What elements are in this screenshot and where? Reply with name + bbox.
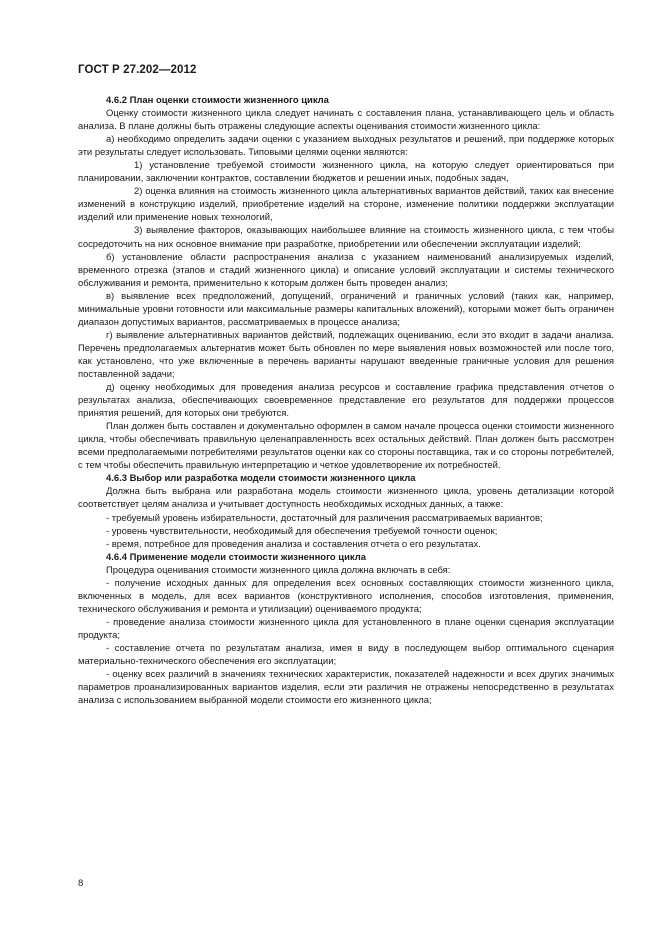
document-header: ГОСТ Р 27.202—2012 <box>78 64 197 76</box>
list-item-a: а) необходимо определить задачи оценки с указанием выходных результатов и решений, при поддержке которых эти результаты следует использовать. Типовыми целями оценки являются: <box>78 134 614 159</box>
section-heading-4-6-3: 4.6.3 Выбор или разработка модели стоимости жизненного цикла <box>106 473 416 485</box>
dash-item: - время, потребное для проведения анализа и составления отчета о его результатах. <box>106 538 481 550</box>
sub-item-2: 2) оценка влияния на стоимость жизненного цикла альтернативных вариантов действий, таких как внесение изменений в конструкцию изделий, приобретение изделий на стороне, изменение политики поддержки эксплуатации изделий или применение новых технологий, <box>78 186 614 224</box>
list-item-d: д) оценку необходимых для проведения анализа ресурсов и составление графика представления отчетов о результатах анализа, обеспечивающих своевременное представление его результатов для поддержки процессов принятия решений, для которых они требуются. <box>78 382 614 420</box>
dash-item: - проведение анализа стоимости жизненного цикла для установленного в плане оценки сценария эксплуатации продукта; <box>78 616 614 641</box>
paragraph: Процедура оценивания стоимости жизненного цикла должна включать в себя: <box>106 564 451 576</box>
list-item-b: б) установление области распространения анализа с указанием наименований анализируемых изделий, временного отрезка (этапов и стадий жизненного цикла) и описание условий эксплуатации и системы технического обслуживания и ремонта, применительно к которым должен быть проведен анализ; <box>78 251 614 289</box>
section-heading-4-6-4: 4.6.4 Применение модели стоимости жизненного цикла <box>106 551 366 563</box>
paragraph: Оценку стоимости жизненного цикла следует начинать с составления плана, устанавливающего цель и область анализа. В плане должны быть отражены следующие аспекты оценивания стоимости жизненного цикла: <box>78 108 614 133</box>
list-item-g: г) выявление альтернативных вариантов действий, подлежащих оцениванию, если это входит в задачи анализа. Перечень предполагаемых альтернатив может быть обновлен по мере выявления новых возможностей или после того, как установлено, что уже включенные в перечень варианты нарушают введенные граничные условия для решения поставленной задачи; <box>78 329 614 380</box>
list-item-v: в) выявление всех предположений, допущений, ограничений и граничных условий (таких как, например, минимальные уровни готовности или максимальные размеры капитальных вложений), которыми может быть ограничен диапазон допустимых вариантов, рассматриваемых в процессе анализа; <box>78 290 614 328</box>
paragraph: Должна быть выбрана или разработана модель стоимости жизненного цикла, уровень детализации которой соответствует целям анализа и учитывает доступность необходимых исходных данных, а также: <box>78 486 614 511</box>
dash-item: - составление отчета по результатам анализа, имея в виду в последующем выбор оптимального сценария материально-технического обеспечения его эксплуатации; <box>78 642 614 668</box>
paragraph: План должен быть составлен и документально оформлен в самом начале процесса оценки стоимости жизненного цикла, чтобы обеспечивать правильную целенаправленность всех остальных действий. План должен быть рассмотрен всеми предполагаемыми потребителями результатов оценки как со стороны поставщика, так и со стороны потребителей, с тем чтобы обеспечить правильную интерпретацию и четкое удовлетворение их потребностей. <box>78 421 614 472</box>
dash-item: - уровень чувствительности, необходимый для обеспечения требуемой точности оценок; <box>106 525 498 537</box>
sub-item-3: 3) выявление факторов, оказывающих наибольшее влияние на стоимость жизненного цикла, с тем чтобы сосредоточить на них основное внимание при разработке, приобретении или обеспечении эксплуатации изделий; <box>78 225 614 250</box>
document-body <box>78 94 614 707</box>
dash-item: - требуемый уровень избирательности, достаточный для различения рассматриваемых вариантов; <box>106 512 543 524</box>
dash-item: - оценку всех различий в значениях технических характеристик, показателей надежности и всех других значимых параметров проанализированных вариантов изделия, если эти различия не отражены непосредственно в результатах анализа с использованием выбранной модели стоимости его жизненного цикла; <box>78 669 614 707</box>
dash-item: - получение исходных данных для определения всех основных составляющих стоимости жизненного цикла, включенных в модель, для всех вариантов (конструктивного исполнения, способов изготовления, применения, технического обслуживания и ремонта и утилизации) оцениваемого продукта; <box>78 577 614 615</box>
sub-item-1: 1) установление требуемой стоимости жизненного цикла, на которую следует ориентироваться при планировании, заключении контрактов, составлении бюджетов и решении иных, подобных задач, <box>78 160 614 185</box>
page-number: 8 <box>78 878 84 889</box>
section-heading-4-6-2: 4.6.2 План оценки стоимости жизненного цикла <box>106 95 329 106</box>
